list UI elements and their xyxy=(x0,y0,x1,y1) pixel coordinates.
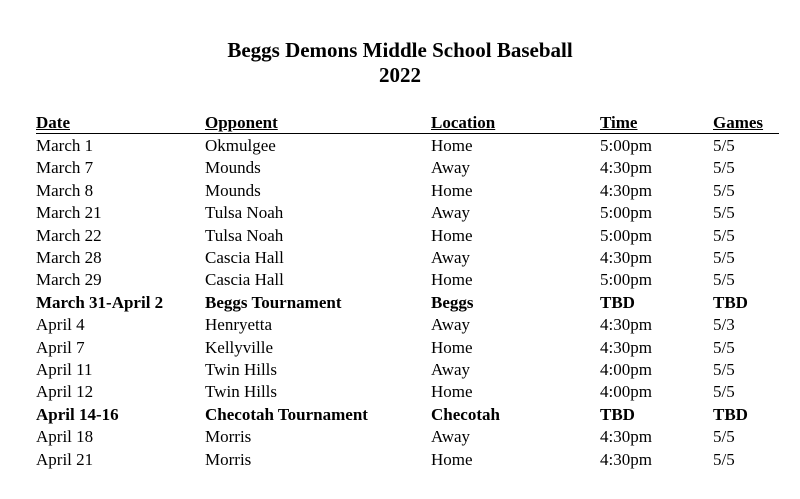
cell-time: 4:30pm xyxy=(600,315,652,335)
cell-opponent: Mounds xyxy=(205,180,261,200)
cell-games: 5/3 xyxy=(713,315,735,335)
table-row xyxy=(36,449,779,471)
cell-time: 5:00pm xyxy=(600,136,652,155)
header-games: Games xyxy=(713,113,779,134)
cell-time: 4:30pm xyxy=(600,449,652,469)
cell-opponent: Tulsa Noah xyxy=(205,225,284,245)
cell-date: March 31-April 2 xyxy=(36,292,164,312)
cell-games: TBD xyxy=(713,292,748,312)
cell-games: 5/5 xyxy=(713,225,735,245)
cell-date: March 22 xyxy=(36,225,102,245)
cell-time: 4:30pm xyxy=(600,337,652,357)
schedule-body xyxy=(36,134,779,472)
cell-time: 4:00pm xyxy=(600,382,652,402)
table-row xyxy=(36,157,779,179)
cell-date: April 11 xyxy=(36,360,93,380)
table-row xyxy=(36,292,779,314)
cell-location: Home xyxy=(431,270,473,290)
cell-date: March 29 xyxy=(36,270,102,290)
cell-games: 5/5 xyxy=(713,158,735,178)
cell-games: 5/5 xyxy=(713,449,735,469)
header-date: Date xyxy=(36,113,205,134)
cell-opponent: Kellyville xyxy=(205,337,273,357)
cell-location: Away xyxy=(431,158,471,178)
cell-location: Home xyxy=(431,180,473,200)
table-row xyxy=(36,381,779,403)
cell-time: 4:30pm xyxy=(600,158,652,178)
cell-date: April 21 xyxy=(36,449,94,469)
cell-games: 5/5 xyxy=(713,248,735,268)
cell-date: April 4 xyxy=(36,315,85,335)
cell-date: April 12 xyxy=(36,382,94,402)
cell-opponent: Twin Hills xyxy=(205,382,278,402)
cell-games: 5/5 xyxy=(713,136,735,155)
cell-games: 5/5 xyxy=(713,382,735,402)
cell-date: March 1 xyxy=(36,136,94,155)
header-time: Time xyxy=(600,113,713,134)
cell-time: 5:00pm xyxy=(600,225,652,245)
cell-games: 5/5 xyxy=(713,270,735,290)
cell-location: Away xyxy=(431,360,471,380)
cell-opponent: Mounds xyxy=(205,158,261,178)
cell-date: March 7 xyxy=(36,158,94,178)
cell-location: Home xyxy=(431,382,473,402)
cell-date: April 7 xyxy=(36,337,85,357)
cell-opponent: Cascia Hall xyxy=(205,270,284,290)
table-row xyxy=(36,225,779,247)
cell-date: March 8 xyxy=(36,180,94,200)
header-opponent: Opponent xyxy=(205,113,431,134)
cell-opponent: Tulsa Noah xyxy=(205,203,284,223)
table-row xyxy=(36,404,779,426)
cell-date: March 28 xyxy=(36,248,102,268)
table-row xyxy=(36,314,779,336)
cell-time: 4:30pm xyxy=(600,180,652,200)
cell-location: Home xyxy=(431,449,473,469)
table-row xyxy=(36,134,779,158)
cell-time: 5:00pm xyxy=(600,203,652,223)
cell-opponent: Beggs Tournament xyxy=(205,292,342,312)
cell-location: Away xyxy=(431,315,471,335)
cell-games: 5/5 xyxy=(713,203,735,223)
cell-time: 4:30pm xyxy=(600,427,652,447)
table-row xyxy=(36,337,779,359)
cell-location: Away xyxy=(431,248,471,268)
cell-date: April 18 xyxy=(36,427,94,447)
cell-time: TBD xyxy=(600,404,635,424)
cell-time: TBD xyxy=(600,292,635,312)
cell-location: Away xyxy=(431,427,471,447)
cell-opponent: Henryetta xyxy=(205,315,273,335)
document-title: Beggs Demons Middle School Baseball xyxy=(227,38,573,62)
cell-opponent: Okmulgee xyxy=(205,136,276,155)
table-row xyxy=(36,247,779,269)
cell-time: 4:30pm xyxy=(600,248,652,268)
cell-opponent: Morris xyxy=(205,427,252,447)
header-row xyxy=(36,113,779,134)
cell-location: Beggs xyxy=(431,292,474,312)
cell-games: 5/5 xyxy=(713,427,735,447)
cell-games: 5/5 xyxy=(713,360,735,380)
cell-location: Away xyxy=(431,203,471,223)
table-row xyxy=(36,269,779,291)
cell-opponent: Cascia Hall xyxy=(205,248,284,268)
cell-location: Home xyxy=(431,136,473,155)
cell-location: Home xyxy=(431,225,473,245)
cell-location: Checotah xyxy=(431,404,500,424)
cell-time: 5:00pm xyxy=(600,270,652,290)
cell-location: Home xyxy=(431,337,473,357)
table-row xyxy=(36,359,779,381)
schedule-table xyxy=(36,113,779,471)
cell-date: March 21 xyxy=(36,203,102,223)
cell-date: April 14-16 xyxy=(36,404,119,424)
cell-games: 5/5 xyxy=(713,180,735,200)
table-row xyxy=(36,426,779,448)
document-year: 2022 xyxy=(379,63,421,87)
cell-games: TBD xyxy=(713,404,748,424)
cell-opponent: Checotah Tournament xyxy=(205,404,368,424)
cell-opponent: Morris xyxy=(205,449,252,469)
cell-opponent: Twin Hills xyxy=(205,360,278,380)
header-location: Location xyxy=(431,113,600,134)
cell-time: 4:00pm xyxy=(600,360,652,380)
cell-games: 5/5 xyxy=(713,337,735,357)
table-row xyxy=(36,202,779,224)
table-row xyxy=(36,180,779,202)
